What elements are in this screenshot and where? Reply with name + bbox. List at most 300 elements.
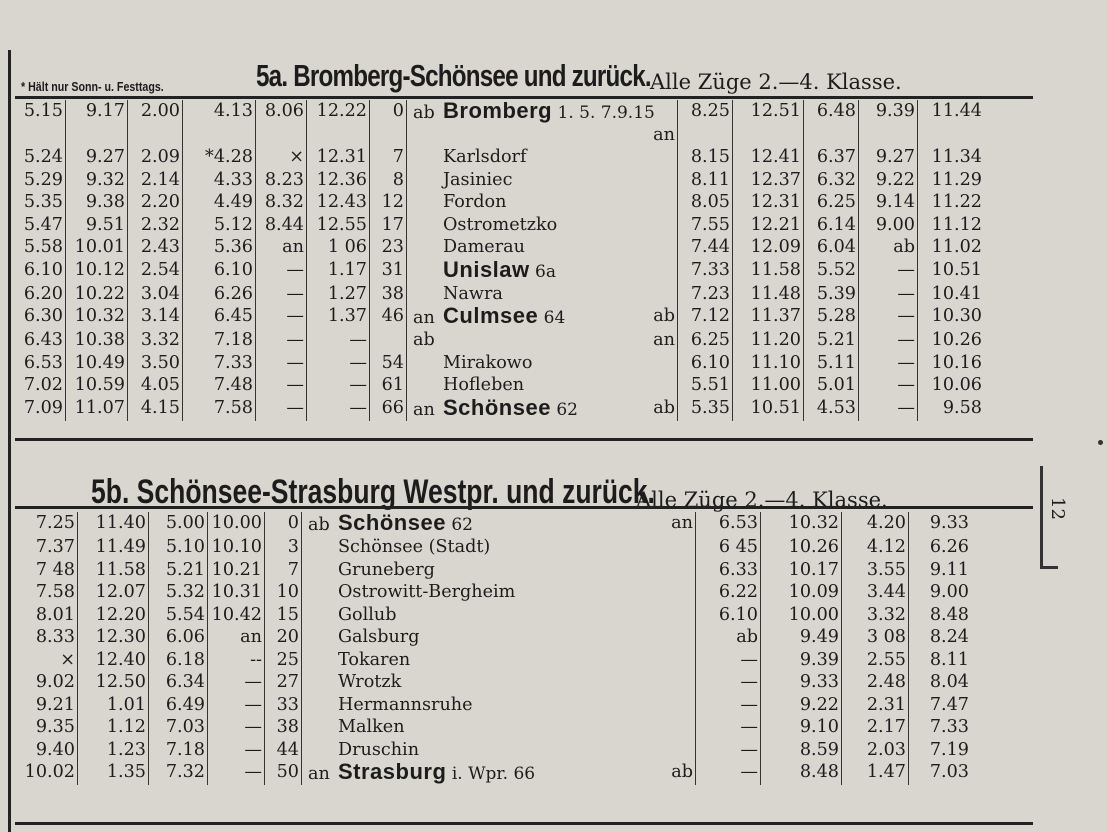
departure-time: 2.54 xyxy=(128,259,183,283)
departure-time: 7.18 xyxy=(149,739,208,762)
departure-time: 8.06 xyxy=(256,100,307,146)
departure-time: 2.43 xyxy=(128,236,183,259)
departure-time: 4.15 xyxy=(128,397,183,421)
departure-time: 7.18 xyxy=(183,329,256,352)
return-time: — xyxy=(696,716,761,739)
return-time: 9.10 xyxy=(761,716,842,739)
departure-time: 6.18 xyxy=(149,649,208,672)
timetable-row xyxy=(15,397,984,421)
departure-time: 5.21 xyxy=(149,559,208,582)
return-time: — xyxy=(696,671,761,694)
departure-time: 6.10 xyxy=(15,259,66,283)
arr-dep-mark: ab xyxy=(413,330,435,350)
departure-time: an xyxy=(208,626,265,649)
return-time: 5.01 xyxy=(804,374,859,397)
timetable-row xyxy=(15,374,984,397)
departure-time: 7.09 xyxy=(15,397,66,421)
return-time: 1.47 xyxy=(842,761,909,785)
km-value: 15 xyxy=(265,604,302,627)
timetable-row xyxy=(15,329,984,352)
departure-time: 4.33 xyxy=(183,169,256,192)
return-time: 5.28 xyxy=(804,305,859,329)
departure-time: 2.09 xyxy=(128,146,183,169)
km-value: 10 xyxy=(265,581,302,604)
departure-time: — xyxy=(256,305,307,329)
departure-time: 7.25 xyxy=(15,512,78,536)
station-name: Ostrowitt-Bergheim xyxy=(338,582,516,602)
station-cell xyxy=(407,305,678,329)
return-time: 9.33 xyxy=(929,513,969,533)
km-value: 8 xyxy=(370,169,407,192)
return-time: 6.22 xyxy=(696,581,761,604)
return-time: 12.09 xyxy=(733,236,804,259)
return-time: — xyxy=(859,352,918,375)
station-cell xyxy=(407,169,678,192)
timetable-row xyxy=(15,352,984,375)
timetable-row xyxy=(15,283,984,306)
departure-time: 2.14 xyxy=(128,169,183,192)
return-time: 5.35 xyxy=(678,397,733,421)
return-time: 8.48 xyxy=(929,604,969,625)
departure-time: 11.07 xyxy=(66,397,128,421)
departure-time: 5.12 xyxy=(183,214,256,237)
station-cell xyxy=(407,191,678,214)
departure-time: 6.45 xyxy=(183,305,256,329)
departure-time: 1 06 xyxy=(307,236,370,259)
km-value: 3 xyxy=(265,536,302,559)
departure-time: 10.22 xyxy=(66,283,128,306)
departure-time: × xyxy=(15,649,78,672)
station-name: Wrotzk xyxy=(338,672,402,692)
departure-time: 6.30 xyxy=(15,305,66,329)
station-cell xyxy=(407,236,678,259)
departure-time: 1.12 xyxy=(78,716,149,739)
timetable-row xyxy=(15,716,971,739)
arr-dep-mark: ab xyxy=(413,103,435,123)
km-value: 66 xyxy=(370,397,407,421)
station-cell xyxy=(302,761,696,785)
departure-time: 5.35 xyxy=(15,191,66,214)
return-time: 9.27 xyxy=(859,146,918,169)
departure-time: 9.27 xyxy=(66,146,128,169)
departure-time: 5.54 xyxy=(149,604,208,627)
departure-time: 6.06 xyxy=(149,626,208,649)
station-cell xyxy=(407,394,678,421)
return-time: 8.04 xyxy=(929,672,969,692)
departure-time: — xyxy=(208,761,265,785)
departure-time: 3.14 xyxy=(128,305,183,329)
return-time: 10.06 xyxy=(931,375,982,395)
km-value: 20 xyxy=(265,626,302,649)
departure-time: × xyxy=(256,146,307,169)
direction-mark: an xyxy=(653,330,675,350)
km-value: 38 xyxy=(370,283,407,306)
section-b-classes: Alle Züge 2.—4. Klasse. xyxy=(636,488,888,512)
return-time: 7.12 xyxy=(678,305,733,329)
departure-time: 11.40 xyxy=(78,512,149,536)
return-time: 7.33 xyxy=(929,717,969,737)
departure-time: 12.55 xyxy=(307,214,370,237)
departure-time: 5.15 xyxy=(15,100,66,146)
departure-time: 10.32 xyxy=(66,305,128,329)
station-name: Bromberg xyxy=(443,98,553,123)
departure-time: 10.38 xyxy=(66,329,128,352)
return-time: — xyxy=(696,694,761,717)
return-time: 6.33 xyxy=(696,559,761,582)
return-time: 10.26 xyxy=(761,536,842,559)
return-time: 9.33 xyxy=(761,671,842,694)
return-time: 5.21 xyxy=(804,329,859,352)
station-name: Hermannsruhe xyxy=(338,694,473,715)
return-time: — xyxy=(696,761,761,785)
station-cell xyxy=(302,536,696,559)
km-value: 12 xyxy=(370,191,407,214)
rule-b-top xyxy=(15,506,1033,509)
timetable-row xyxy=(15,761,971,785)
departure-time: 9.02 xyxy=(15,671,78,694)
return-time: 6.10 xyxy=(696,604,761,627)
departure-time: 4.13 xyxy=(183,100,256,146)
station-name: Culmsee xyxy=(443,303,539,328)
return-time: 6.26 xyxy=(929,537,969,557)
return-time: 9.39 xyxy=(761,649,842,672)
km-value: 27 xyxy=(265,671,302,694)
rule-a-bottom xyxy=(15,438,1033,441)
return-time: 4.12 xyxy=(842,536,909,559)
departure-time: — xyxy=(256,283,307,306)
return-time: 10.26 xyxy=(931,330,982,350)
station-cell xyxy=(302,649,696,672)
departure-time: 9.17 xyxy=(66,100,128,146)
departure-time: 11.49 xyxy=(78,536,149,559)
departure-time: 10.01 xyxy=(66,236,128,259)
station-name: Mirakowo xyxy=(443,352,533,373)
departure-time: — xyxy=(307,374,370,397)
km-value: 61 xyxy=(370,374,407,397)
station-cell xyxy=(302,581,696,604)
timetable-row xyxy=(15,739,971,762)
station-reference: i. Wpr. 66 xyxy=(446,764,536,784)
km-value: 54 xyxy=(370,352,407,375)
return-time: 8.24 xyxy=(929,627,969,647)
station-name: Schönsee xyxy=(338,510,446,535)
timetable-row xyxy=(15,305,984,329)
section-b-header xyxy=(21,462,1031,512)
departure-time: 1.23 xyxy=(78,739,149,762)
departure-time: — xyxy=(256,329,307,352)
station-cell xyxy=(302,739,696,762)
return-time: 10.41 xyxy=(931,283,982,304)
return-time: 2.03 xyxy=(842,739,909,762)
departure-time: 5.47 xyxy=(15,214,66,237)
departure-time: 6.10 xyxy=(183,259,256,283)
departure-time: an xyxy=(256,236,307,259)
departure-time: — xyxy=(208,694,265,717)
station-cell xyxy=(407,283,678,306)
section-a-table xyxy=(15,100,984,421)
station-cell xyxy=(302,671,696,694)
return-time: 12.31 xyxy=(733,191,804,214)
direction-mark: ab xyxy=(653,306,675,326)
departure-time: — xyxy=(256,374,307,397)
station-name: Tokaren xyxy=(338,649,411,670)
return-time: 11.37 xyxy=(733,305,804,329)
return-time: 3.44 xyxy=(842,581,909,604)
station-name: Schönsee xyxy=(443,394,551,420)
departure-time: 7 48 xyxy=(15,559,78,582)
departure-time: 6.26 xyxy=(183,283,256,306)
departure-time: 6.20 xyxy=(15,283,66,306)
return-time: 7.03 xyxy=(929,762,969,782)
return-time: 8.25 xyxy=(678,100,733,146)
ink-dot xyxy=(1098,440,1103,445)
departure-time: 5.36 xyxy=(183,236,256,259)
return-time: 12.21 xyxy=(733,214,804,237)
return-time: 9.22 xyxy=(859,169,918,192)
direction-mark: ab xyxy=(671,762,693,782)
km-value: 0 xyxy=(265,512,302,536)
timetable-row xyxy=(15,694,971,717)
departure-time: 5.58 xyxy=(15,236,66,259)
departure-time: 12.36 xyxy=(307,169,370,192)
return-time: 10.17 xyxy=(761,559,842,582)
return-time: 6.04 xyxy=(804,236,859,259)
timetable-row xyxy=(15,604,971,627)
departure-time: 2.20 xyxy=(128,191,183,214)
km-value: 38 xyxy=(265,716,302,739)
station-cell xyxy=(407,100,678,146)
timetable-page xyxy=(8,50,1033,832)
departure-time: 7.37 xyxy=(15,536,78,559)
return-time: 6.10 xyxy=(678,352,733,375)
return-time: 2.17 xyxy=(842,716,909,739)
station-cell xyxy=(302,559,696,582)
station-cell xyxy=(302,604,696,627)
return-time: 6.53 xyxy=(696,512,761,536)
return-time: 9.11 xyxy=(929,559,969,580)
timetable-row xyxy=(15,559,971,582)
km-value: 7 xyxy=(265,559,302,582)
km-value: 46 xyxy=(370,305,407,329)
station-name: Gollub xyxy=(338,604,397,625)
station-name: Malken xyxy=(338,717,405,737)
return-time: 11.48 xyxy=(733,283,804,306)
return-time: 11.20 xyxy=(733,329,804,352)
return-time: ab xyxy=(696,626,761,649)
timetable-row xyxy=(15,169,984,192)
km-value: 50 xyxy=(265,761,302,785)
timetable-row xyxy=(15,671,971,694)
departure-time: 3.32 xyxy=(128,329,183,352)
timetable-row xyxy=(15,649,971,672)
departure-time: 7.58 xyxy=(15,581,78,604)
return-time: 8.11 xyxy=(929,649,969,670)
station-name: Ostrometzko xyxy=(443,214,558,235)
departure-time: — xyxy=(208,739,265,762)
departure-time: 5.10 xyxy=(149,536,208,559)
departure-time: 6.49 xyxy=(149,694,208,717)
departure-time: 12.07 xyxy=(78,581,149,604)
departure-time: — xyxy=(256,259,307,283)
km-value: 33 xyxy=(265,694,302,717)
holiday-note: * Hält nur Sonn- u. Festtags. xyxy=(21,79,164,94)
departure-time: 5.00 xyxy=(149,512,208,536)
direction-mark: ab xyxy=(653,397,675,418)
station-name: Galsburg xyxy=(338,627,420,647)
departure-time: 6.53 xyxy=(15,352,66,375)
timetable-row xyxy=(15,512,971,536)
station-name: Jasiniec xyxy=(443,169,513,190)
return-time: — xyxy=(859,259,918,283)
timetable-row xyxy=(15,100,984,146)
arr-dep-mark: an xyxy=(413,399,435,420)
arr-dep-mark: ab xyxy=(308,515,330,535)
km-value: 31 xyxy=(370,259,407,283)
station-cell xyxy=(407,256,678,283)
return-time: 12.41 xyxy=(733,146,804,169)
departure-time: — xyxy=(307,352,370,375)
return-time: 11.22 xyxy=(931,192,982,212)
departure-time: 10.49 xyxy=(66,352,128,375)
station-cell xyxy=(407,374,678,397)
departure-time: — xyxy=(307,397,370,421)
departure-time: 6.34 xyxy=(149,671,208,694)
return-time: 9.22 xyxy=(761,694,842,717)
return-time: 11.12 xyxy=(931,214,982,235)
return-time: — xyxy=(696,649,761,672)
return-time: 7.33 xyxy=(678,259,733,283)
departure-time: — xyxy=(208,716,265,739)
departure-time: — xyxy=(307,329,370,352)
station-cell xyxy=(302,626,696,649)
return-time: 6.37 xyxy=(804,146,859,169)
departure-time: 8.01 xyxy=(15,604,78,627)
timetable-row xyxy=(15,536,971,559)
station-name: Hofleben xyxy=(443,375,525,395)
return-time: 5.39 xyxy=(804,283,859,306)
return-time: 11.02 xyxy=(931,237,982,257)
departure-time: 1.17 xyxy=(307,259,370,283)
departure-time: 7.32 xyxy=(149,761,208,785)
margin-bar-tick xyxy=(1040,566,1058,569)
station-cell xyxy=(407,146,678,169)
departure-time: 9.35 xyxy=(15,716,78,739)
departure-time: 10.59 xyxy=(66,374,128,397)
departure-time: 8.33 xyxy=(15,626,78,649)
departure-time: 7.02 xyxy=(15,374,66,397)
arr-dep-mark: an xyxy=(308,764,330,784)
departure-time: 9.40 xyxy=(15,739,78,762)
rule-b-bottom xyxy=(15,822,1033,825)
station-name: Unislaw xyxy=(443,256,530,282)
departure-time: 1.37 xyxy=(307,305,370,329)
departure-time: -- xyxy=(208,649,265,672)
departure-time: 1.27 xyxy=(307,283,370,306)
departure-time: — xyxy=(256,397,307,421)
station-reference: 1. 5. 7.9.15 xyxy=(552,103,655,123)
return-time: 9.49 xyxy=(761,626,842,649)
station-reference: 62 xyxy=(550,399,578,420)
return-time: 8.11 xyxy=(678,169,733,192)
station-reference: 62 xyxy=(445,515,473,535)
departure-time: 2.00 xyxy=(128,100,183,146)
return-time: 9.58 xyxy=(942,397,982,418)
return-time: 10.51 xyxy=(931,259,982,280)
station-cell xyxy=(407,329,678,352)
return-time: — xyxy=(859,374,918,397)
return-time: 6.32 xyxy=(804,169,859,192)
return-time: 11.34 xyxy=(931,147,982,167)
return-time: 11.00 xyxy=(733,374,804,397)
return-time: 9.39 xyxy=(859,100,918,146)
return-time: 12.37 xyxy=(733,169,804,192)
section-b-title: 5b. Schönsee-Strasburg Westpr. und zurück. xyxy=(91,473,655,511)
return-time: 3.55 xyxy=(842,559,909,582)
departure-time: — xyxy=(256,352,307,375)
departure-time: 1.01 xyxy=(78,694,149,717)
departure-time: 4.49 xyxy=(183,191,256,214)
return-time: 6.25 xyxy=(804,191,859,214)
return-time: 7.23 xyxy=(678,283,733,306)
departure-time: 3.04 xyxy=(128,283,183,306)
station-cell xyxy=(302,694,696,717)
departure-time: 9.21 xyxy=(15,694,78,717)
departure-time: 7.48 xyxy=(183,374,256,397)
return-time: 9.00 xyxy=(929,582,969,602)
arr-dep-mark: an xyxy=(413,308,435,328)
return-time: 3.32 xyxy=(842,604,909,627)
departure-time: 12.20 xyxy=(78,604,149,627)
return-time: 5.52 xyxy=(804,259,859,283)
return-time: 11.58 xyxy=(733,259,804,283)
departure-time: 7.58 xyxy=(183,397,256,421)
return-time: 12.51 xyxy=(733,100,804,146)
departure-time: 10.12 xyxy=(66,259,128,283)
return-time: — xyxy=(859,329,918,352)
return-time: — xyxy=(859,283,918,306)
return-time: 11.29 xyxy=(931,169,982,190)
return-time: 10.16 xyxy=(931,352,982,373)
departure-time: 5.29 xyxy=(15,169,66,192)
departure-time: 5.32 xyxy=(149,581,208,604)
station-cell xyxy=(302,512,696,536)
return-time: 11.44 xyxy=(931,101,982,121)
departure-time: *4.28 xyxy=(183,146,256,169)
km-value xyxy=(370,329,407,352)
return-time: 6.25 xyxy=(678,329,733,352)
departure-time: 9.38 xyxy=(66,191,128,214)
return-time: 7.19 xyxy=(929,739,969,760)
departure-time: 1.35 xyxy=(78,761,149,785)
return-time: 10.00 xyxy=(761,604,842,627)
return-time: 10.51 xyxy=(733,397,804,421)
return-time: 8.05 xyxy=(678,191,733,214)
margin-bar xyxy=(1040,466,1043,566)
station-name: Damerau xyxy=(443,237,525,257)
return-time: 10.09 xyxy=(761,581,842,604)
station-name: Strasburg xyxy=(338,759,447,784)
departure-time: 10.02 xyxy=(15,761,78,785)
departure-time: 12.40 xyxy=(78,649,149,672)
departure-time: 10.21 xyxy=(208,559,265,582)
direction-mark: an xyxy=(671,513,693,533)
departure-time: 12.22 xyxy=(307,100,370,146)
station-cell xyxy=(407,352,678,375)
return-time: 9.14 xyxy=(859,191,918,214)
station-name: Nawra xyxy=(443,283,503,304)
departure-time: 12.50 xyxy=(78,671,149,694)
departure-time: 10.31 xyxy=(208,581,265,604)
